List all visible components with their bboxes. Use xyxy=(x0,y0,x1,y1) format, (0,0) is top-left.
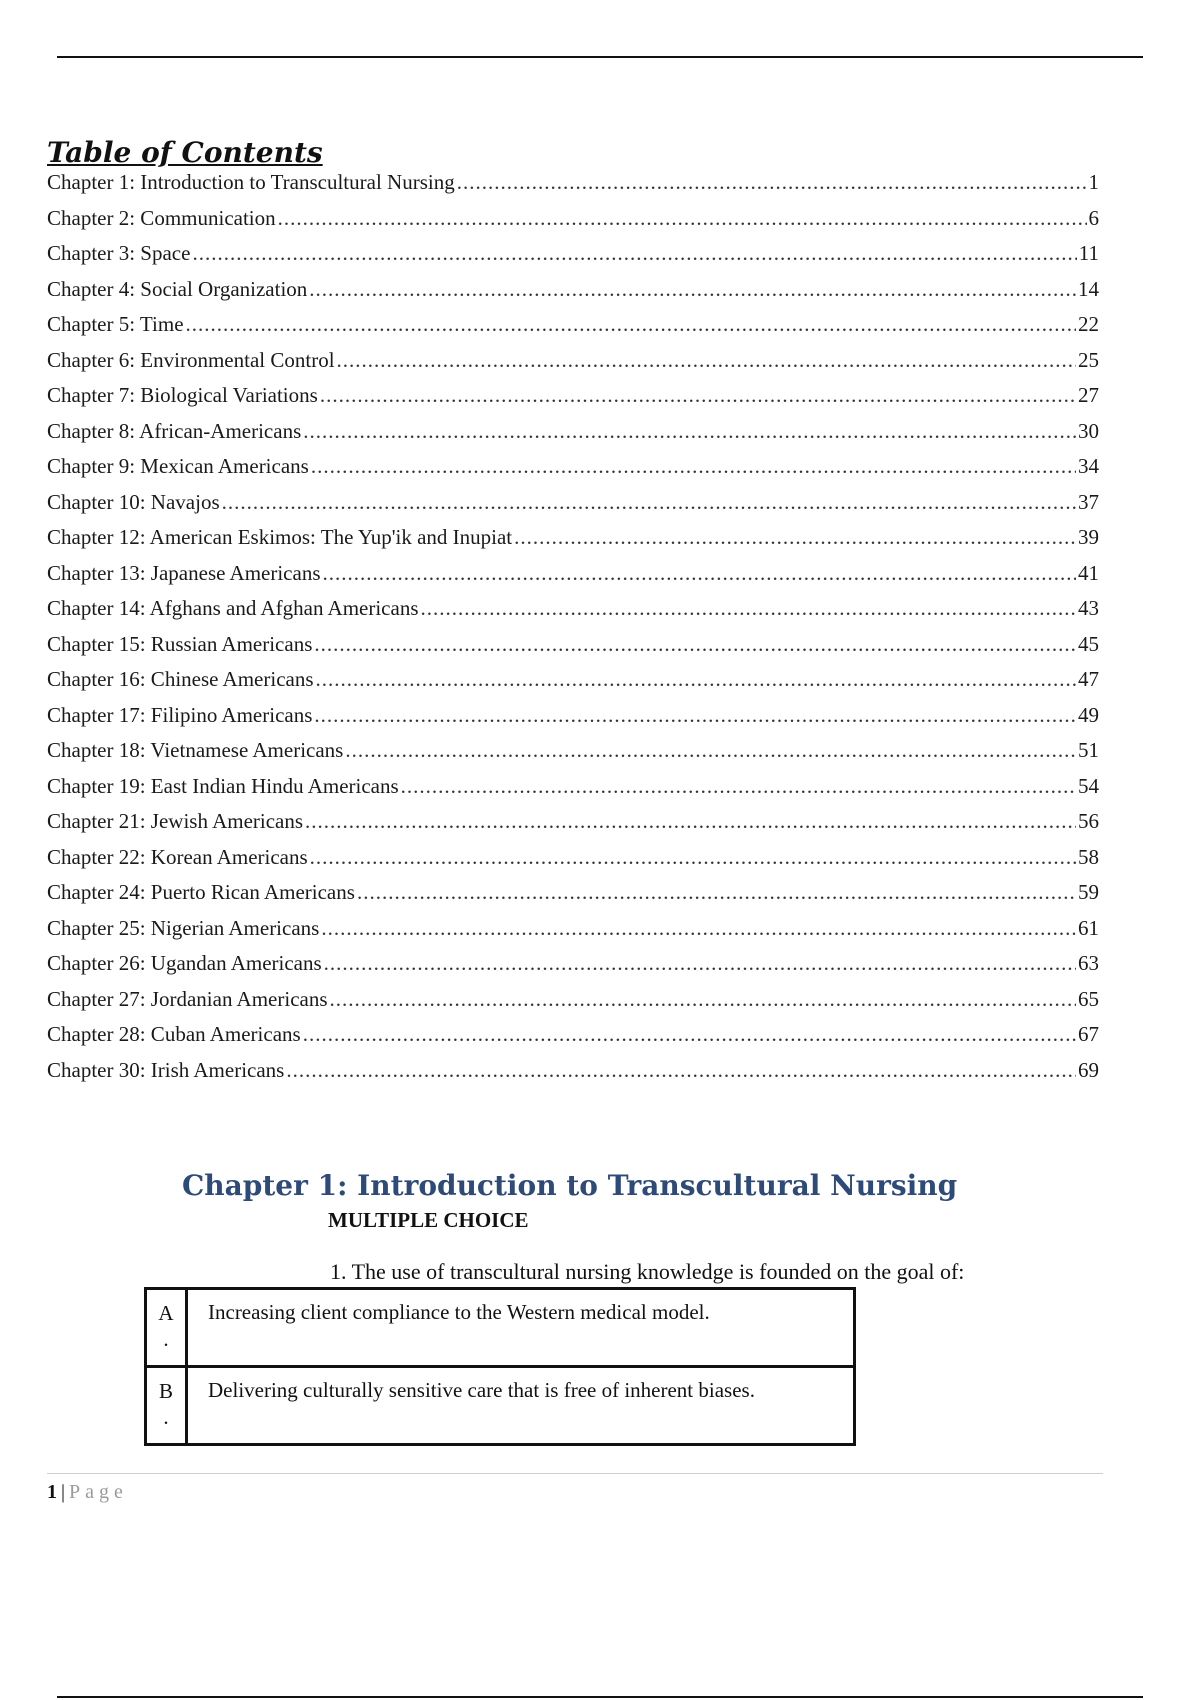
toc-entry[interactable] xyxy=(47,632,1099,668)
header-rule xyxy=(57,56,1143,58)
toc-entry-label: Chapter 21: Jewish Americans xyxy=(47,809,304,833)
toc-list xyxy=(47,170,1099,1093)
toc-entry-label: Chapter 28: Cuban Americans xyxy=(47,1022,301,1046)
option-text: Increasing client compliance to the Western medical model. xyxy=(187,1289,855,1367)
toc-entry[interactable] xyxy=(47,490,1099,526)
toc-entry-label: Chapter 1: Introduction to Transcultural Nursing xyxy=(47,170,455,194)
toc-entry-page: 34 xyxy=(1078,454,1099,478)
option-letter: B . xyxy=(146,1367,187,1445)
toc-entry[interactable] xyxy=(47,348,1099,384)
toc-leader-dots xyxy=(303,419,1076,444)
toc-entry-page: 39 xyxy=(1078,525,1099,549)
toc-entry-label: Chapter 2: Communication xyxy=(47,205,276,230)
toc-entry[interactable] xyxy=(47,241,1099,277)
toc-entry-page: 37 xyxy=(1078,489,1099,514)
toc-entry-label: Chapter 19: East Indian Hindu Americans xyxy=(47,773,399,798)
toc-entry-page: 49 xyxy=(1078,702,1099,727)
toc-entry[interactable] xyxy=(47,525,1099,561)
bottom-rule xyxy=(57,1696,1143,1698)
toc-entry-label: Chapter 16: Chinese Americans xyxy=(47,667,314,691)
toc-entry-page: 41 xyxy=(1078,560,1099,585)
toc-entry-page: 54 xyxy=(1078,773,1099,798)
toc-entry-page: 30 xyxy=(1078,418,1099,443)
toc-leader-dots xyxy=(305,809,1076,834)
page-number: 1 xyxy=(47,1481,57,1503)
page-footer xyxy=(47,1479,128,1505)
question-text: 1. The use of transcultural nursing knowledge is founded on the goal of: xyxy=(330,1259,965,1284)
toc-entry-page: 45 xyxy=(1078,631,1099,656)
toc-leader-dots xyxy=(278,206,1087,231)
toc-entry-page: 43 xyxy=(1078,596,1099,620)
toc-entry-label: Chapter 8: African-Americans xyxy=(47,418,302,443)
footer-separator: | xyxy=(61,1481,66,1503)
toc-entry[interactable] xyxy=(47,170,1099,206)
toc-leader-dots xyxy=(421,596,1077,621)
toc-entry[interactable] xyxy=(47,951,1099,987)
toc-leader-dots xyxy=(311,454,1076,479)
toc-entry-page: 6 xyxy=(1088,205,1099,230)
toc-entry[interactable] xyxy=(47,383,1099,419)
toc-entry[interactable] xyxy=(47,1022,1099,1058)
toc-leader-dots xyxy=(314,632,1076,657)
toc-leader-dots xyxy=(345,738,1076,763)
toc-entry-label: Chapter 26: Ugandan Americans xyxy=(47,951,322,975)
toc-entry[interactable] xyxy=(47,1058,1099,1094)
toc-leader-dots xyxy=(320,383,1076,408)
toc-entry-label: Chapter 27: Jordanian Americans xyxy=(47,986,328,1011)
answer-option-a xyxy=(146,1289,855,1367)
toc-entry[interactable] xyxy=(47,987,1099,1023)
toc-leader-dots xyxy=(514,525,1076,550)
answer-options-table xyxy=(144,1287,856,1446)
toc-title: Table of Contents xyxy=(47,136,323,169)
toc-entry-page: 1 xyxy=(1088,170,1099,194)
toc-entry-label: Chapter 25: Nigerian Americans xyxy=(47,915,320,940)
toc-entry-page: 59 xyxy=(1078,880,1099,904)
toc-leader-dots xyxy=(186,312,1076,337)
toc-entry-page: 22 xyxy=(1078,312,1099,336)
toc-leader-dots xyxy=(310,845,1076,870)
toc-entry[interactable] xyxy=(47,845,1099,881)
toc-entry-page: 47 xyxy=(1078,667,1099,691)
toc-leader-dots xyxy=(457,170,1087,195)
toc-entry-label: Chapter 10: Navajos xyxy=(47,489,220,514)
toc-entry-page: 58 xyxy=(1078,844,1099,869)
toc-entry-page: 25 xyxy=(1078,347,1099,372)
page-word: Page xyxy=(69,1481,128,1503)
toc-leader-dots xyxy=(314,703,1076,728)
toc-leader-dots xyxy=(324,951,1076,976)
toc-entry-page: 51 xyxy=(1078,738,1099,762)
toc-leader-dots xyxy=(316,667,1076,692)
option-text: Delivering culturally sensitive care that is free of inherent biases. xyxy=(187,1367,855,1445)
toc-entry-label: Chapter 4: Social Organization xyxy=(47,276,308,301)
toc-entry-label: Chapter 6: Environmental Control xyxy=(47,347,335,372)
toc-entry[interactable] xyxy=(47,774,1099,810)
toc-leader-dots xyxy=(330,987,1076,1012)
toc-leader-dots xyxy=(303,1022,1076,1047)
toc-leader-dots xyxy=(401,774,1076,799)
toc-entry[interactable] xyxy=(47,809,1099,845)
toc-entry-label: Chapter 22: Korean Americans xyxy=(47,844,308,869)
toc-leader-dots xyxy=(309,277,1076,302)
toc-entry[interactable] xyxy=(47,738,1099,774)
section-label: MULTIPLE CHOICE xyxy=(328,1208,529,1232)
toc-entry-label: Chapter 24: Puerto Rican Americans xyxy=(47,880,355,904)
toc-entry-page: 67 xyxy=(1078,1022,1099,1046)
toc-leader-dots xyxy=(321,916,1076,941)
answer-option-b xyxy=(146,1367,855,1445)
toc-entry-page: 56 xyxy=(1078,809,1099,833)
toc-entry[interactable] xyxy=(47,916,1099,952)
toc-entry[interactable] xyxy=(47,667,1099,703)
footer-rule xyxy=(47,1473,1103,1474)
toc-entry-label: Chapter 5: Time xyxy=(47,312,184,336)
toc-entry-label: Chapter 17: Filipino Americans xyxy=(47,702,313,727)
toc-entry-label: Chapter 7: Biological Variations xyxy=(47,383,318,407)
toc-entry[interactable] xyxy=(47,561,1099,597)
toc-entry[interactable] xyxy=(47,454,1099,490)
toc-entry[interactable] xyxy=(47,880,1099,916)
toc-entry-label: Chapter 13: Japanese Americans xyxy=(47,560,321,585)
toc-entry-page: 61 xyxy=(1078,915,1099,940)
toc-leader-dots xyxy=(192,241,1076,266)
toc-entry[interactable] xyxy=(47,703,1099,739)
table-of-contents xyxy=(47,136,1099,1093)
option-letter: A . xyxy=(146,1289,187,1367)
toc-entry-page: 65 xyxy=(1078,986,1099,1011)
toc-leader-dots xyxy=(337,348,1076,373)
toc-leader-dots xyxy=(357,880,1076,905)
toc-leader-dots xyxy=(323,561,1077,586)
toc-entry-label: Chapter 3: Space xyxy=(47,241,191,265)
toc-leader-dots xyxy=(286,1058,1076,1083)
toc-entry-label: Chapter 14: Afghans and Afghan Americans xyxy=(47,596,419,620)
toc-entry-page: 14 xyxy=(1078,276,1099,301)
toc-entry[interactable] xyxy=(47,277,1099,313)
toc-entry-page: 11 xyxy=(1078,241,1099,265)
toc-entry-label: Chapter 12: American Eskimos: The Yup'ik and Inupiat xyxy=(47,525,513,549)
toc-leader-dots xyxy=(222,490,1076,515)
toc-entry-label: Chapter 30: Irish Americans xyxy=(47,1057,285,1082)
toc-entry[interactable] xyxy=(47,206,1099,242)
toc-entry[interactable] xyxy=(47,419,1099,455)
toc-entry-label: Chapter 9: Mexican Americans xyxy=(47,454,309,478)
toc-entry-label: Chapter 15: Russian Americans xyxy=(47,631,313,656)
toc-entry-page: 63 xyxy=(1078,951,1099,975)
chapter-heading: Chapter 1: Introduction to Transcultural Nursing xyxy=(182,1169,958,1202)
toc-entry-page: 27 xyxy=(1078,383,1099,407)
toc-entry-label: Chapter 18: Vietnamese Americans xyxy=(47,738,344,762)
toc-entry[interactable] xyxy=(47,596,1099,632)
toc-entry[interactable] xyxy=(47,312,1099,348)
toc-entry-page: 69 xyxy=(1078,1057,1099,1082)
